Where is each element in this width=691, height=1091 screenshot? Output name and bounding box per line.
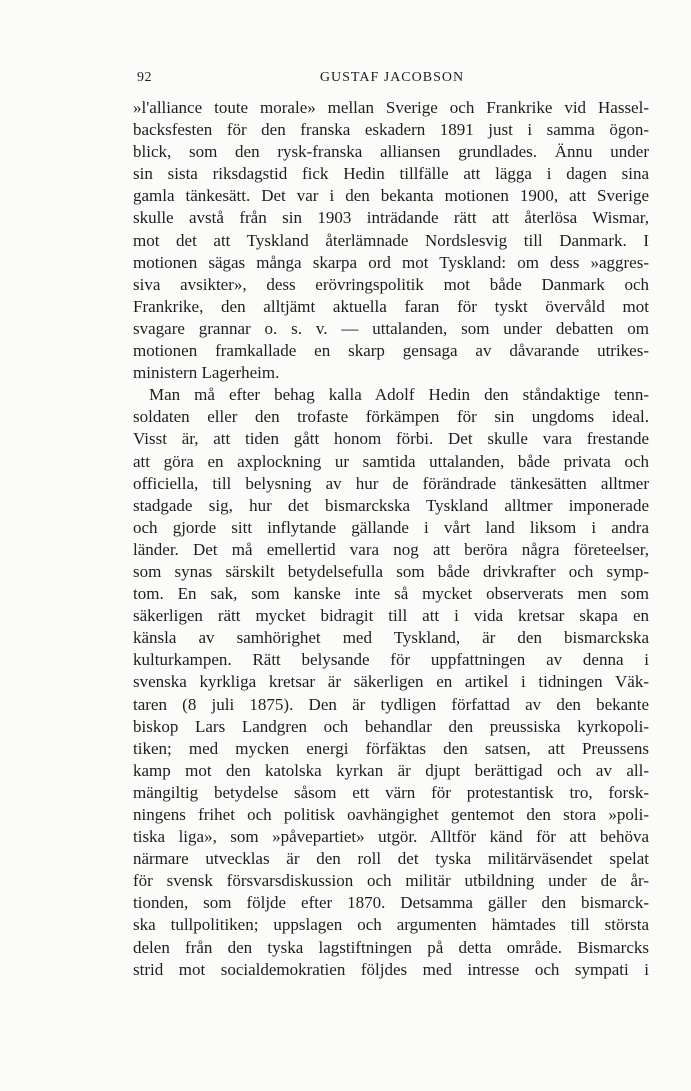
text-line: ska tullpolitiken; uppslagen och argumenten hämtades till största — [133, 915, 649, 935]
text-line: och gjorde sitt inflytande gällande i vårt land liksom i andra — [133, 517, 649, 537]
text-line: motionen framkallade en skarp gensaga av dåvarande utrikes- — [133, 341, 649, 361]
text-line: »l'alliance toute morale» mellan Sverige och Frankrike vid Hassel- — [133, 98, 649, 117]
text-line: kulturkampen. Rätt belysande för uppfattningen av denna i — [133, 650, 649, 670]
text-line: stadgade sig, hur det bismarckska Tyskland alltmer imponerade — [133, 495, 649, 515]
text-line: kamp mot den katolska kyrkan är djupt berättigad och av all- — [133, 760, 649, 780]
text-line: Man må efter behag kalla Adolf Hedin den ståndaktige tenn- — [149, 385, 649, 405]
running-head-author: GUSTAF JACOBSON — [319, 70, 465, 85]
text-line: soldaten eller den trofaste förkämpen för sin ungdoms ideal. — [133, 407, 649, 427]
text-line: för svensk försvarsdiskussion och militär utbildning under de år- — [133, 871, 649, 891]
text-line: mot det att Tyskland återlämnade Nordslesvig till Danmark. I — [133, 230, 649, 250]
text-line: blick, som den rysk-franska alliansen grundlades. Ännu under — [133, 142, 649, 162]
text-line: tiska liga», som »påvepartiet» utgör. Alltför känd för att behöva — [133, 827, 649, 847]
text-line: svenska kyrkliga kretsar är säkerligen en artikel i tidningen Väk- — [133, 672, 649, 692]
text-line: som synas särskilt betydelsefulla som både drivkrafter och symp- — [133, 561, 649, 581]
running-head — [137, 70, 647, 90]
text-line: säkerligen rätt mycket bidragit till att i vida kretsar skapa en — [133, 606, 649, 626]
text-line: närmare utvecklas är den roll det tyska militärväsendet spelat — [133, 849, 649, 869]
text-line: att göra en axplockning ur samtida uttalanden, både privata och — [133, 451, 649, 471]
text-line: ministern Lagerheim. — [133, 363, 280, 383]
text-line: taren (8 juli 1875). Den är tydligen författad av den bekante — [133, 694, 649, 714]
text-line: känsla av samhörighet med Tyskland, är den bismarckska — [133, 628, 649, 648]
text-line: Visst är, att tiden gått honom förbi. Det skulle vara frestande — [133, 429, 649, 449]
text-line: tiken; med mycken energi förfäktas den satsen, att Preussens — [133, 738, 649, 758]
text-line: länder. Det må emellertid vara nog att beröra några företeelser, — [133, 539, 649, 559]
body-text — [133, 97, 649, 981]
text-line: ningens frihet och politisk oavhängighet gentemot den stora »poli- — [133, 805, 649, 824]
text-line: mängiltig betydelse såsom ett värn för protestantisk tro, forsk- — [133, 782, 649, 802]
text-line: officiella, till belysning av hur de förändrade tänkesätten alltmer — [133, 473, 649, 493]
text-line: Frankrike, den alltjämt aktuella faran för tyskt övervåld mot — [133, 296, 649, 316]
text-line: strid mot socialdemokratien följdes med intresse och sympati i — [133, 959, 649, 979]
text-line: tionden, som följde efter 1870. Detsamma gäller den bismarck- — [133, 893, 649, 913]
text-line: sin sista riksdagstid fick Hedin tillfälle att lägga i dagen sina — [133, 164, 649, 184]
text-line: svagare grannar o. s. v. — uttalanden, som under debatten om — [133, 318, 649, 338]
page-number: 92 — [137, 70, 152, 85]
text-line: biskop Lars Landgren och behandlar den preussiska kyrkopoli- — [133, 716, 649, 736]
text-line: backsfesten för den franska eskadern 1891 just i samma ögon- — [133, 120, 649, 140]
text-line: delen från den tyska lagstiftningen på detta område. Bismarcks — [133, 937, 649, 957]
text-line: skulle avstå från sin 1903 inträdande rätt att återlösa Wismar, — [133, 208, 649, 228]
text-line: siva avsikter», dess erövringspolitik mot både Danmark och — [133, 274, 649, 294]
text-line: tom. En sak, som kanske inte så mycket observerats men som — [133, 584, 649, 604]
text-line: motionen sägas många skarpa ord mot Tyskland: om dess »aggres- — [133, 252, 649, 272]
text-line: gamla tänkesätt. Det var i den bekanta motionen 1900, att Sverige — [133, 186, 649, 206]
